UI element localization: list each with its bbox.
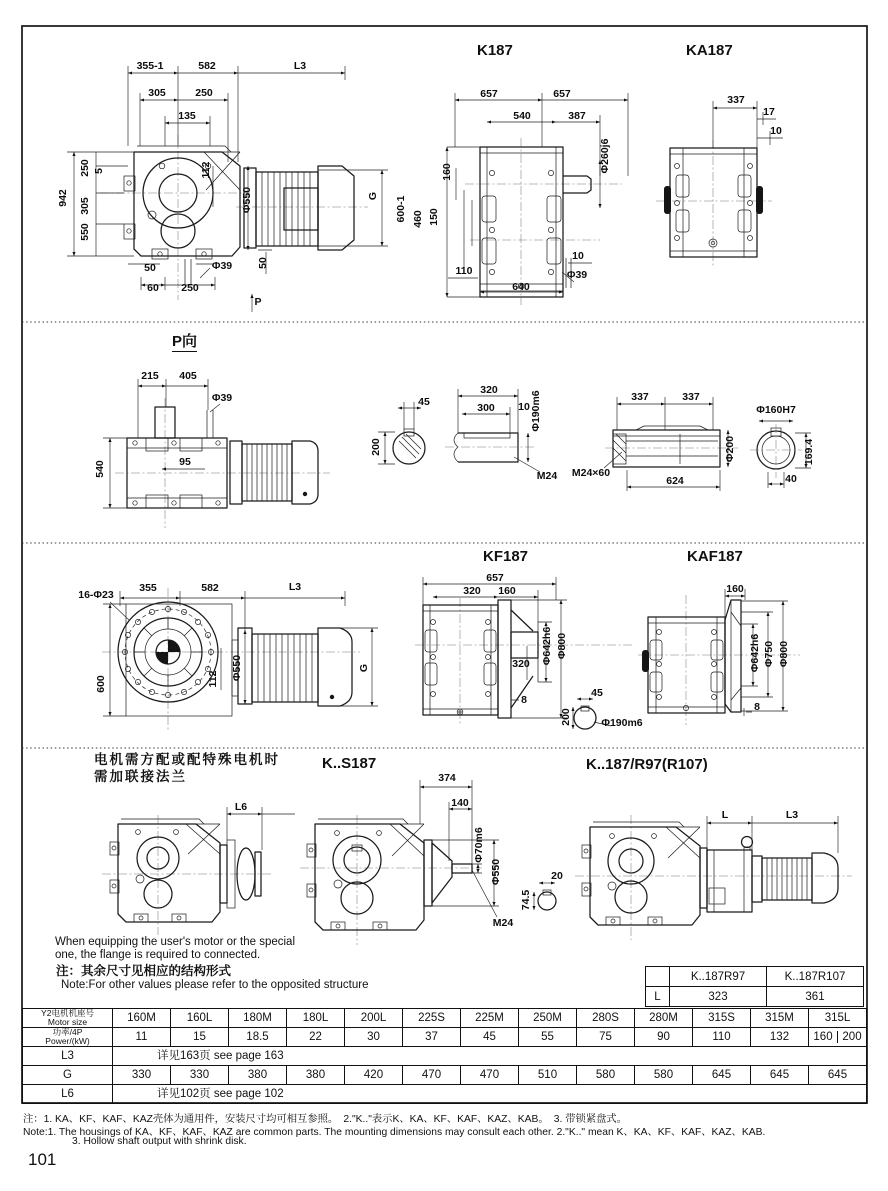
power-cell: 22 <box>287 1028 345 1047</box>
footnote-en-2: 3. Hollow shaft output with shrink disk. <box>72 1136 247 1147</box>
drawing-bore-detail <box>750 404 815 488</box>
dimension-label: 305 <box>79 197 91 215</box>
l-table-value-r97: 323 <box>670 987 767 1007</box>
dimension-label: 8 <box>521 694 527 706</box>
dimension-label: L6 <box>234 801 248 813</box>
title-p-view: P向 <box>172 333 198 350</box>
title-ks187: K..S187 <box>322 755 377 772</box>
dimension-label: Φ190m6 <box>530 390 542 432</box>
power-cell: 110 <box>693 1028 751 1047</box>
dimension-label: 337 <box>631 391 649 403</box>
dimension-label: 140 <box>451 797 469 809</box>
drawing-ka187 <box>656 94 783 268</box>
power-cell: 45 <box>461 1028 519 1047</box>
power-cell: 18.5 <box>229 1028 287 1047</box>
power-cell: 90 <box>635 1028 693 1047</box>
l3-value-cell: 详见163页 see page 163 <box>113 1047 867 1066</box>
dimension-label: Φ39 <box>211 392 233 404</box>
drawing-coupling-view <box>102 801 295 935</box>
dimension-label: G <box>358 663 370 673</box>
g-cell: 420 <box>345 1066 403 1085</box>
dimension-label: 10 <box>518 401 530 413</box>
g-cell: 330 <box>113 1066 171 1085</box>
motor-size-cell: 225S <box>403 1009 461 1028</box>
dimension-label: Φ200 <box>724 435 736 463</box>
dimension-label: Φ550 <box>241 186 253 214</box>
dimension-label: 337 <box>682 391 700 403</box>
power-315l-high: 200 <box>842 1030 862 1043</box>
dimension-label: L <box>721 809 729 821</box>
dimension-label: 45 <box>591 687 603 699</box>
dimension-label: 355 <box>139 582 157 594</box>
power-row <box>23 1028 867 1047</box>
dimension-label: 112 <box>207 670 219 688</box>
dimension-label: 550 <box>79 223 91 241</box>
motor-size-cell: 225M <box>461 1009 519 1028</box>
g-cell: 470 <box>403 1066 461 1085</box>
footnote-en-1: Note:1. The housings of KA、KF、KAF、KAZ are common parts. The mounting dimensions may consult each other. 2."K.." mean K、KA、KF、KAF、KAZ、KAB. <box>23 1127 766 1138</box>
l3-row <box>23 1047 867 1066</box>
dimension-label: M24 <box>492 917 514 929</box>
dimension-label: G <box>367 191 379 201</box>
g-cell: 645 <box>809 1066 867 1085</box>
dimension-label: 305 <box>148 87 166 99</box>
power-label-en: Power/(kW) <box>45 1036 90 1046</box>
g-cell: 380 <box>229 1066 287 1085</box>
l-table-value-row <box>646 987 864 1007</box>
dimension-label: 460 <box>412 210 424 228</box>
dimension-label: P <box>254 296 262 308</box>
dimension-label: 540 <box>94 460 106 478</box>
l6-row <box>23 1085 867 1104</box>
dimension-label: 135 <box>178 110 196 122</box>
motor-flange-note-en-line2: one, the flange is required to connected. <box>55 948 261 961</box>
g-cell: 645 <box>751 1066 809 1085</box>
motor-size-cell: 315L <box>809 1009 867 1028</box>
dimension-label: 582 <box>198 60 216 72</box>
dimension-label: Φ800 <box>556 632 568 660</box>
dimension-label: L3 <box>288 581 302 593</box>
l-table-header-r97: K..187R97 <box>670 967 767 987</box>
power-cell: 15 <box>171 1028 229 1047</box>
motor-size-cell: 180M <box>229 1009 287 1028</box>
dimension-label: 200 <box>370 438 382 456</box>
dimension-label: 320 <box>480 384 498 396</box>
dimension-label: 337 <box>727 94 745 106</box>
motor-flange-note-cn <box>94 751 280 785</box>
dimension-label: 405 <box>179 370 197 382</box>
dimension-label: L3 <box>293 60 307 72</box>
dimension-label: 657 <box>553 88 571 100</box>
motor-size-cell: 160M <box>113 1009 171 1028</box>
dimension-label: 74.5 <box>520 889 532 911</box>
g-cell: 470 <box>461 1066 519 1085</box>
dimension-label: 160 <box>726 583 744 595</box>
g-cell: 330 <box>171 1066 229 1085</box>
motor-dimension-table <box>22 1008 867 1104</box>
motor-size-label-cn: Y2电机机座号 <box>41 1008 94 1018</box>
dimension-label: 250 <box>195 87 213 99</box>
dimension-label: 16-Φ23 <box>78 589 114 601</box>
l-table-value-r107: 361 <box>767 987 864 1007</box>
title-ka187: KA187 <box>686 42 733 59</box>
dimension-label: Φ750 <box>763 640 775 668</box>
title-k187-r97: K..187/R97(R107) <box>586 756 708 773</box>
dimension-label: 17 <box>763 106 775 118</box>
motor-flange-note-en <box>55 936 295 961</box>
dimension-label: Φ800 <box>778 640 790 668</box>
dimension-label: M24 <box>536 470 558 482</box>
dimension-label: 10 <box>770 125 782 137</box>
power-cell: 55 <box>519 1028 577 1047</box>
dimension-label: 5 <box>93 168 105 174</box>
dimension-label: 169.4 <box>803 438 815 466</box>
power-cell: 132 <box>751 1028 809 1047</box>
drawing-main-front-view <box>57 60 388 312</box>
dimension-label: 250 <box>181 282 199 294</box>
motor-size-row-label <box>23 1009 113 1028</box>
title-k187: K187 <box>477 42 513 59</box>
dimension-label: Φ39 <box>566 269 588 281</box>
dimension-label: 20 <box>551 870 563 882</box>
dimension-label: 112 <box>200 161 212 179</box>
power-cell: 75 <box>577 1028 635 1047</box>
drawing-kf187 <box>415 572 643 729</box>
motor-size-cell: 160L <box>171 1009 229 1028</box>
dimension-label: 95 <box>179 456 191 468</box>
l-dimension-table <box>645 966 864 1007</box>
dimension-label: 40 <box>785 473 797 485</box>
motor-flange-note-cn-line2: 需加联接法兰 <box>94 769 187 784</box>
drawing-p-view <box>94 370 330 528</box>
dimension-label: 657 <box>486 572 504 584</box>
motor-flange-note-en-line1: When equipping the user's motor or the special <box>55 936 295 948</box>
dimension-label: 50 <box>257 257 269 269</box>
dimension-label: 320 <box>512 658 530 670</box>
dimension-label: Φ39 <box>211 260 233 272</box>
dimension-label: Φ642h6 <box>541 626 553 666</box>
dimension-label: 942 <box>57 189 69 207</box>
motor-size-row <box>23 1009 867 1028</box>
motor-size-cell: 180L <box>287 1009 345 1028</box>
dimension-label: Φ70m6 <box>473 827 485 863</box>
dimension-label: 215 <box>141 370 159 382</box>
l6-value-cell: 详见102页 see page 102 <box>113 1085 867 1104</box>
dimension-label: Φ260j6 <box>599 138 611 174</box>
l-table-row-label: L <box>646 987 670 1007</box>
drawing-solid-shaft <box>370 384 557 482</box>
motor-size-label-en: Motor size <box>47 1017 88 1027</box>
dimension-label: Φ642h6 <box>749 633 761 673</box>
dimension-label: M24×60 <box>571 467 611 479</box>
g-row-label: G <box>23 1066 113 1085</box>
dimension-label: 8 <box>754 701 760 713</box>
dimension-label: 387 <box>568 110 586 122</box>
power-label-cn: 功率/4P <box>52 1027 83 1037</box>
dimension-label: 320 <box>463 585 481 597</box>
dimension-label: 582 <box>201 582 219 594</box>
dimension-label: 250 <box>79 159 91 177</box>
dimension-label: 110 <box>455 265 473 277</box>
title-kf187: KF187 <box>483 548 529 565</box>
dimension-label: 160 <box>498 585 516 597</box>
dimension-label: 624 <box>666 475 684 487</box>
dimension-label: 640 <box>512 281 530 293</box>
motor-size-cell: 315M <box>751 1009 809 1028</box>
other-values-note-cn: 注：其余尺寸见相应的结构形式 <box>56 964 232 978</box>
dimension-label: L3 <box>785 809 799 821</box>
dimension-label: 160 <box>441 163 453 181</box>
drawing-kaf187 <box>638 583 800 725</box>
dimension-label: 600 <box>95 675 107 693</box>
dimension-label: 355-1 <box>136 60 164 72</box>
footnote-cn: 注：1. KA、KF、KAF、KAZ壳体为通用件，安装尺寸均可相互参照。 2."K.."表示K、KA、KF、KAF、KAZ、KAB。 3. 带锁紧盘式。 <box>23 1114 628 1125</box>
dimension-label: 45 <box>418 396 430 408</box>
g-row <box>23 1066 867 1085</box>
g-cell: 510 <box>519 1066 577 1085</box>
power-315l-low: 160 <box>809 1031 838 1043</box>
other-values-note-en: Note:For other values please refer to the opposited structure <box>61 979 369 991</box>
drawing-k187 <box>395 88 628 305</box>
dimension-label: 540 <box>513 110 531 122</box>
dimension-label: 50 <box>144 262 156 274</box>
dimension-label: 374 <box>438 772 456 784</box>
drawing-hollow-shaft <box>572 391 738 491</box>
motor-size-cell: 280M <box>635 1009 693 1028</box>
dimension-label: 10 <box>572 250 584 262</box>
motor-size-cell: 315S <box>693 1009 751 1028</box>
dimension-label: 200 <box>560 708 572 726</box>
dimension-label: 300 <box>477 402 495 414</box>
motor-size-cell: 250M <box>519 1009 577 1028</box>
power-row-label <box>23 1028 113 1047</box>
drawing-ks187 <box>300 772 563 945</box>
l-table-header-r107: K..187R107 <box>767 967 864 987</box>
l3-row-label: L3 <box>23 1047 113 1066</box>
dimension-label: Φ160H7 <box>756 404 796 416</box>
dimension-label: Φ190m6 <box>601 717 643 729</box>
dimension-label: 600-1 <box>395 195 407 223</box>
power-cell-split <box>809 1028 867 1047</box>
g-cell: 645 <box>693 1066 751 1085</box>
power-cell: 11 <box>113 1028 171 1047</box>
l-table-corner-cell <box>646 967 670 987</box>
dimension-label: 657 <box>480 88 498 100</box>
g-cell: 380 <box>287 1066 345 1085</box>
dimension-label: 60 <box>147 282 159 294</box>
l6-row-label: L6 <box>23 1085 113 1104</box>
power-cell: 37 <box>403 1028 461 1047</box>
drawing-flange-front-view <box>78 581 378 730</box>
motor-flange-note-cn-line1: 电机需方配或配特殊电机时 <box>94 752 280 767</box>
title-kaf187: KAF187 <box>687 548 743 565</box>
dimension-label: Φ550 <box>490 858 502 886</box>
g-cell: 580 <box>635 1066 693 1085</box>
power-cell: 30 <box>345 1028 403 1047</box>
drawing-k187-r97 <box>575 809 852 940</box>
l-table-header-row <box>646 967 864 987</box>
motor-size-cell: 280S <box>577 1009 635 1028</box>
motor-size-cell: 200L <box>345 1009 403 1028</box>
dimension-label: 150 <box>428 208 440 226</box>
dimension-label: Φ550 <box>231 654 243 682</box>
page-number: 101 <box>28 1150 57 1169</box>
g-cell: 580 <box>577 1066 635 1085</box>
